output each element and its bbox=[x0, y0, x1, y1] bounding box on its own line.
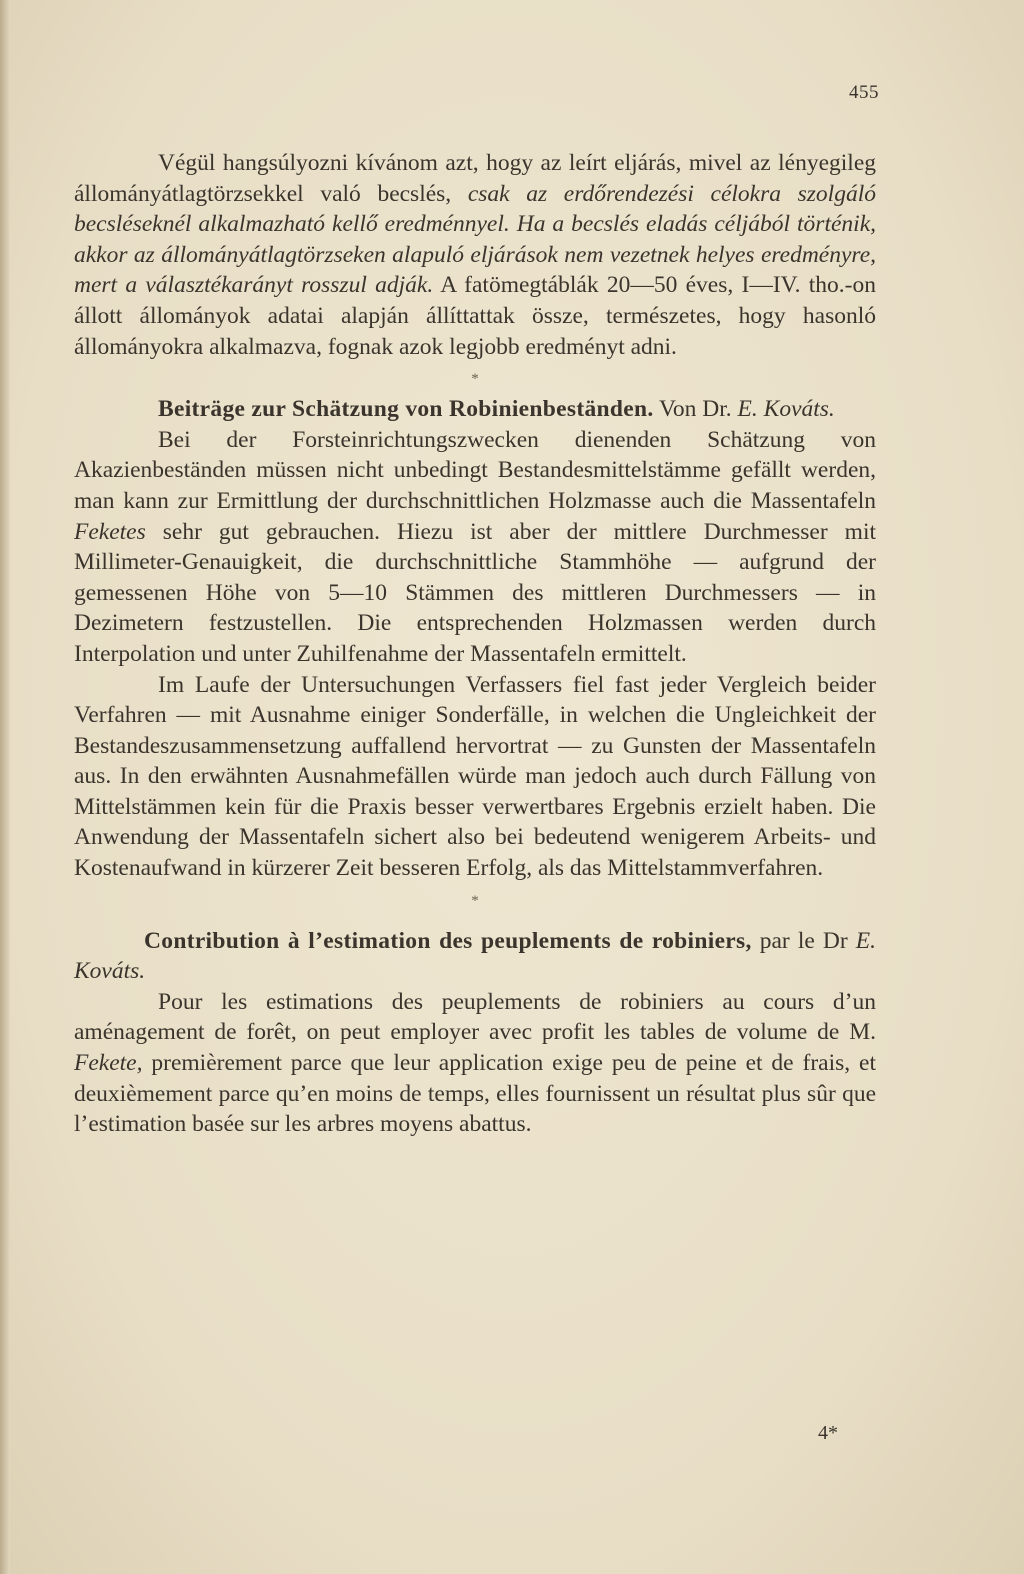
french-p1-text-b: premièrement parce que leur application exige peu de peine et de frais, et deuxièmement parce qu’en moins de temps, elles fournissent un résultat plus sûr que l’estimation basée sur les arbres moyens abattus. bbox=[74, 1050, 876, 1138]
section-separator-2: * bbox=[471, 892, 479, 909]
page-body bbox=[74, 148, 876, 1140]
french-byline: par le Dr bbox=[759, 927, 856, 954]
signature-mark: 4* bbox=[818, 1422, 838, 1444]
hungarian-paragraph bbox=[74, 148, 876, 362]
section-gap bbox=[74, 916, 876, 926]
french-paragraph bbox=[74, 987, 876, 1140]
german-heading bbox=[74, 394, 876, 425]
section-separator: * bbox=[471, 371, 479, 388]
page-spine-shadow bbox=[0, 0, 10, 1574]
german-title: Beiträge zur Schätzung von Robinienbeständen. bbox=[158, 396, 654, 423]
german-paragraph-1 bbox=[74, 425, 876, 670]
french-title: Contribution à l’estimation des peuplements de robiniers, bbox=[144, 927, 752, 954]
german-p1-text-a: Bei der Forsteinrichtungszwecken dienenden Schätzung von Akazienbeständen müssen nicht unbedingt Bestandesmittelstämme gefällt werden, man kann zur Ermittlung der durchschnittlichen Holzmasse auch die Massentafeln bbox=[74, 426, 876, 514]
french-author: E. Kováts. bbox=[74, 927, 876, 985]
page-number: 455 bbox=[849, 82, 879, 103]
german-byline: Von Dr. bbox=[653, 396, 738, 423]
hungarian-text-1: Végül hangsúlyozni kívánom azt, hogy az leírt eljárás, mivel az lényegileg állományátlagtörzsekkel való becslés, bbox=[74, 150, 876, 207]
french-p1-name: Fekete, bbox=[74, 1050, 143, 1077]
german-author: E. Kováts. bbox=[737, 396, 835, 423]
german-p1-name: Feketes bbox=[74, 518, 146, 545]
french-heading bbox=[74, 926, 876, 987]
hungarian-text-3: A fatömegtáblák 20—50 éves, I—IV. tho.-on állott állományok adatai alapján állíttattak össze, természetes, hogy hasonló állományokra alkalmazva, fognak azok legjobb eredményt adni. bbox=[74, 272, 876, 360]
hungarian-text-2-italic: csak az erdőrendezési célokra szolgáló becsléseknél alkalmazható kellő eredménnyel. Ha a becslés eladás céljából történik, akkor az állományátlagtörzseken alapuló eljárások nem vezetnek helyes eredményre, mert a választékarányt rosszul adják. bbox=[74, 180, 876, 299]
german-p1-text-b: sehr gut gebrauchen. Hiezu ist aber der mittlere Durchmesser mit Millimeter-Genauigkeit, die durchschnittliche Stammhöhe — aufgrund der gemessenen Höhe von 5—10 Stämmen des mittleren Durchmessers — in Dezimetern festzustellen. Die entsprechenden Holzmassen werden durch Interpolation und unter Zuhilfenahme der Massentafeln ermittelt. bbox=[74, 518, 876, 667]
german-paragraph-2: Im Laufe der Untersuchungen Verfassers fiel fast jeder Vergleich beider Verfahren — mit Ausnahme einiger Sonderfälle, in welchen die Ungleichkeit der Bestandeszusammensetzung auffallend hervortrat — zu Gunsten der Massentafeln aus. In den erwähnten Ausnahmefällen würde man jedoch auch durch Fällung von Mittelstämmen kein für die Praxis besser verwertbares Ergebnis erzielt haben. Die Anwendung der Massentafeln sichert also bei bedeutend wenigerem Arbeits- und Kostenaufwand in kürzerer Zeit besseren Erfolg, als das Mittelstammverfahren. bbox=[74, 671, 876, 882]
french-p1-text-a: Pour les estimations des peuplements de robiniers au cours d’un aménagement de forêt, on peut employer avec profit les tables de volume de M. bbox=[74, 988, 876, 1046]
